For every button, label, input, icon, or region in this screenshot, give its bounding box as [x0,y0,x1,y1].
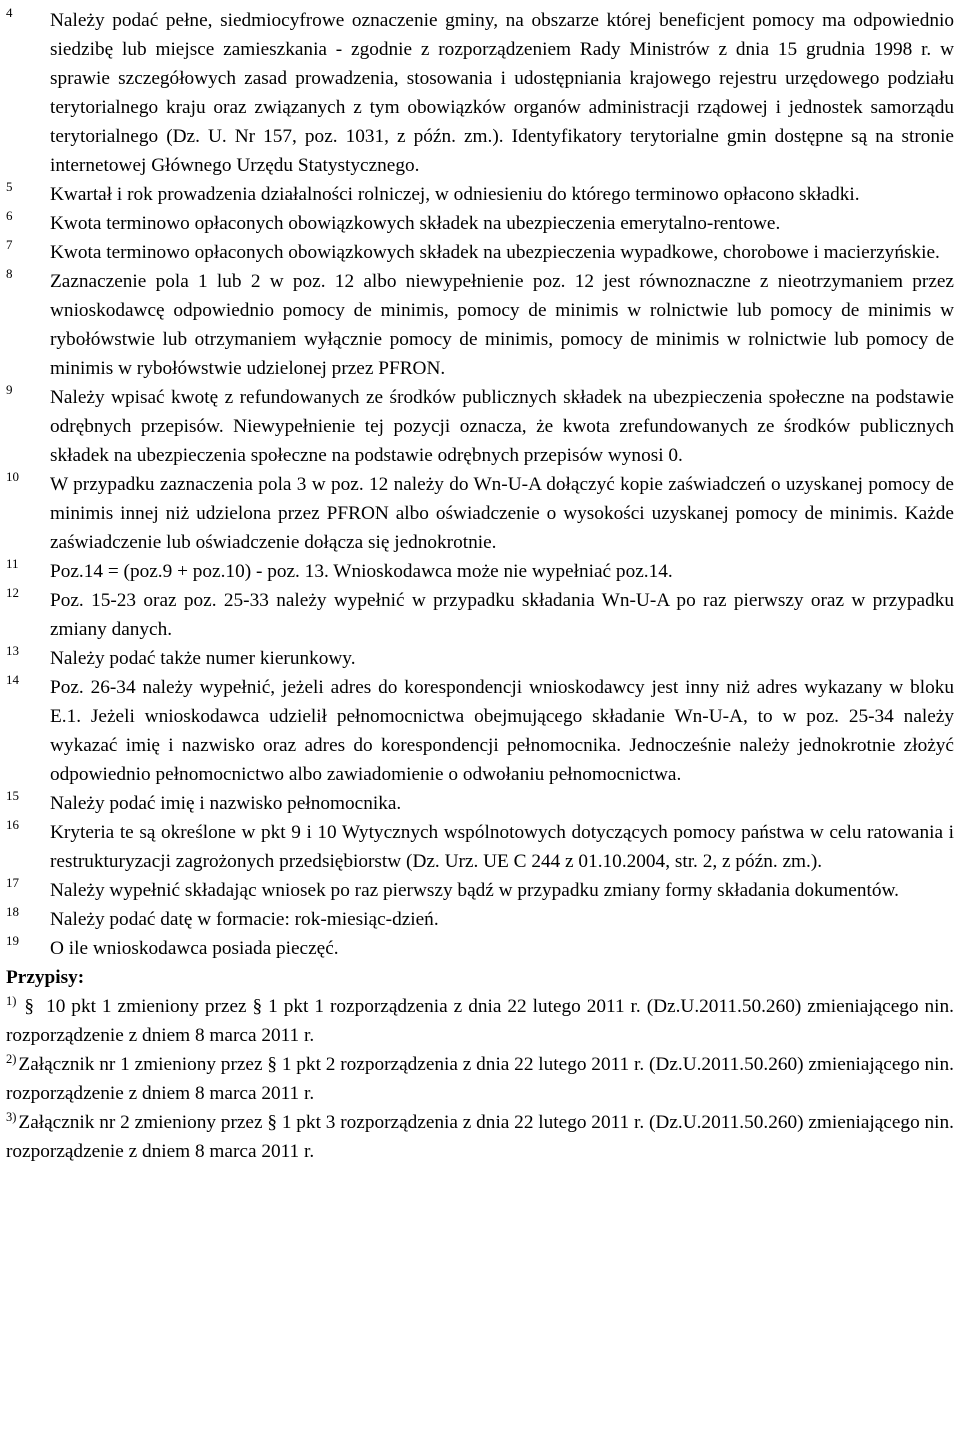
endnote-number: 11 [6,556,19,571]
endnote-item [6,644,954,673]
endnote-number: 6 [6,208,13,223]
endnote-number: 5 [6,179,13,194]
endnote-item [6,934,954,963]
endnote-number: 18 [6,904,19,919]
endnote-number: 16 [6,817,19,832]
endnote-text: Kryteria te są określone w pkt 9 i 10 Wytycznych wspólnotowych dotyczących pomocy państwa w celu ratowania i restrukturyzacji zagrożonych przedsiębiorstw (Dz. Urz. UE C 244 z 01.10.2004, str. 2, z późn. zm.). [50,822,954,872]
endnote-item [6,789,954,818]
endnote-text: Kwota terminowo opłaconych obowiązkowych składek na ubezpieczenia emerytalno-rentowe. [50,213,781,234]
endnote-text: Poz.14 = (poz.9 + poz.10) - poz. 13. Wnioskodawca może nie wypełniać poz.14. [50,561,673,582]
footnote-text: 10 pkt 1 zmieniony przez § 1 pkt 1 rozporządzenia z dnia 22 lutego 2011 r. (Dz.U.2011.50.260) zmieniającego nin. rozporządzenie z dniem 8 marca 2011 r. [6,996,954,1046]
endnote-item [6,586,954,644]
endnote-number: 13 [6,643,19,658]
footnote-item [6,992,954,1050]
endnote-number: 9 [6,382,13,397]
section-sign: § [24,996,35,1017]
endnote-number: 17 [6,875,19,890]
endnote-number: 12 [6,585,19,600]
endnote-item [6,209,954,238]
footnote-text: Załącznik nr 2 zmieniony przez § 1 pkt 3 rozporządzenia z dnia 22 lutego 2011 r. (Dz.U.2011.50.260) zmieniającego nin. rozporządzenie z dniem 8 marca 2011 r. [6,1112,954,1162]
footnote-mark: 3) [6,1110,17,1124]
endnote-text: O ile wnioskodawca posiada pieczęć. [50,938,339,959]
endnote-item [6,238,954,267]
footnote-mark: 2) [6,1052,17,1066]
endnote-item [6,557,954,586]
endnote-item [6,470,954,557]
endnote-item [6,905,954,934]
endnote-text: Należy podać także numer kierunkowy. [50,648,356,669]
endnote-text: Poz. 15-23 oraz poz. 25-33 należy wypełnić w przypadku składania Wn-U-A po raz pierwszy oraz w przypadku zmiany danych. [50,590,954,640]
endnote-item [6,673,954,789]
endnote-number: 15 [6,788,19,803]
footnotes-list [6,992,954,1166]
endnote-text: Kwota terminowo opłaconych obowiązkowych składek na ubezpieczenia wypadkowe, chorobowe i macierzyńskie. [50,242,940,263]
endnote-item [6,818,954,876]
footnote-mark: 1) [6,994,17,1008]
endnote-text: Poz. 26-34 należy wypełnić, jeżeli adres do korespondencji wnioskodawcy jest inny niż adres wykazany w bloku E.1. Jeżeli wnioskodawca udzielił pełnomocnictwa obejmującego składanie Wn-U-A, to w poz. 25-34 należy wykazać imię i nazwisko oraz adres do korespondencji pełnomocnika. Jednocześnie należy jednokrotnie złożyć odpowiednio pełnomocnictwo albo zawiadomienie o odwołaniu pełnomocnictwa. [50,677,954,785]
endnote-number: 14 [6,672,19,687]
endnote-item [6,876,954,905]
endnote-item [6,180,954,209]
endnote-text: Należy podać pełne, siedmiocyfrowe oznaczenie gminy, na obszarze której beneficjent pomocy ma odpowiednio siedzibę lub miejsce zamieszkania - zgodnie z rozporządzeniem Rady Ministrów z dnia 15 grudnia 1998 r. w sprawie szczegółowych zasad prowadzenia, stosowania i udostępniania krajowego rejestru urzędowego podziału terytorialnego kraju oraz związanych z tym obowiązków organów administracji rządowej i jednostek samorządu terytorialnego (Dz. U. Nr 157, poz. 1031, z późn. zm.). Identyfikatory terytorialne gmin dostępne są na stronie internetowej Głównego Urzędu Statystycznego. [50,10,954,176]
endnote-number: 10 [6,469,19,484]
endnote-item [6,267,954,383]
endnote-text: Należy podać datę w formacie: rok-miesiąc-dzień. [50,909,439,930]
footnotes-heading: Przypisy: [6,967,85,988]
footnote-item [6,1050,954,1108]
endnote-item [6,6,954,180]
endnote-item [6,383,954,470]
endnotes-list [6,6,954,963]
endnote-number: 7 [6,237,13,252]
endnote-number: 19 [6,933,19,948]
footnote-text: Załącznik nr 1 zmieniony przez § 1 pkt 2 rozporządzenia z dnia 22 lutego 2011 r. (Dz.U.2011.50.260) zmieniającego nin. rozporządzenie z dniem 8 marca 2011 r. [6,1054,954,1104]
endnote-number: 4 [6,5,13,20]
endnote-text: W przypadku zaznaczenia pola 3 w poz. 12 należy do Wn-U-A dołączyć kopie zaświadczeń o uzyskanej pomocy de minimis innej niż udzielona przez PFRON albo oświadczenie o wysokości uzyskanej pomocy de minimis. Każde zaświadczenie lub oświadczenie dołącza się jednokrotnie. [50,474,954,553]
endnote-text: Kwartał i rok prowadzenia działalności rolniczej, w odniesieniu do którego terminowo opłacono składki. [50,184,860,205]
footnote-item [6,1108,954,1166]
endnote-text: Należy podać imię i nazwisko pełnomocnika. [50,793,402,814]
endnote-text: Należy wpisać kwotę z refundowanych ze środków publicznych składek na ubezpieczenia społeczne na podstawie odrębnych przepisów. Niewypełnienie tej pozycji oznacza, że kwota zrefundowanych ze środków publicznych składek na ubezpieczenia społeczne na podstawie odrębnych przepisów wynosi 0. [50,387,954,466]
endnote-text: Należy wypełnić składając wniosek po raz pierwszy bądź w przypadku zmiany formy składania dokumentów. [50,880,899,901]
endnote-text: Zaznaczenie pola 1 lub 2 w poz. 12 albo niewypełnienie poz. 12 jest równoznaczne z nieotrzymaniem przez wnioskodawcę odpowiednio pomocy de minimis, pomocy de minimis w rolnictwie lub pomocy de minimis w rybołówstwie lub otrzymaniem wyłącznie pomocy de minimis, pomocy de minimis w rolnictwie lub pomocy de minimis w rybołówstwie udzielonej przez PFRON. [50,271,954,379]
endnote-number: 8 [6,266,13,281]
